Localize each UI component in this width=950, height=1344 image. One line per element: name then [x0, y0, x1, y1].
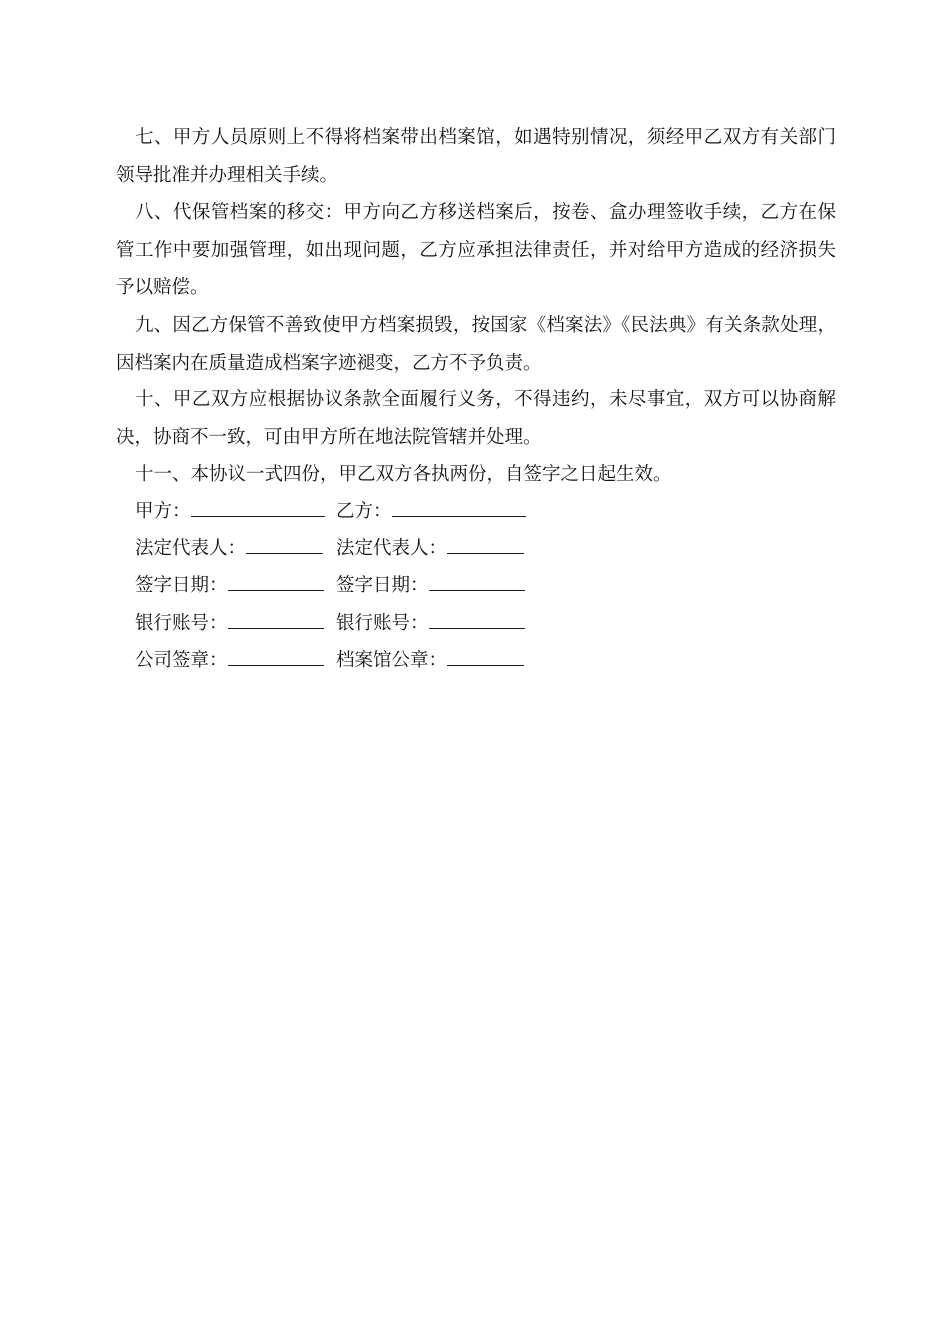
archive-seal-field	[336, 646, 536, 676]
company-seal-label: 公司签章：	[135, 650, 228, 671]
clause-10: 十、甲乙双方应根据协议条款全面履行义务，不得违约，未尽事宜，双方可以协商解决，协商不一致，可由甲方所在地法院管辖并处理。	[116, 389, 836, 448]
company-seal-blank-line	[228, 647, 324, 666]
bank-account-b-blank-line	[429, 610, 525, 629]
archive-seal-label: 档案馆公章：	[336, 650, 448, 671]
party-b-label: 乙方：	[336, 501, 392, 522]
company-seal-field	[135, 646, 327, 676]
clause-8: 八、代保管档案的移交：甲方向乙方移送档案后，按卷、盒办理签收手续，乙方在保管工作中要加强管理，如出现问题，乙方应承担法律责任，并对给甲方造成的经济损失予以赔偿。	[116, 202, 836, 298]
clause-9: 九、因乙方保管不善致使甲方档案损毁，按国家《档案法》《民法典》有关条款处理，因档案内在质量造成档案字迹褪变，乙方不予负责。	[116, 315, 836, 374]
archive-seal-blank-line	[447, 647, 524, 666]
party-a-field	[135, 497, 327, 527]
legal-rep-b-label: 法定代表人：	[336, 538, 448, 559]
sign-date-b-label: 签字日期：	[336, 575, 429, 596]
sign-date-a-field	[135, 571, 327, 601]
sign-date-b-field	[336, 571, 536, 601]
legal-rep-a-label: 法定代表人：	[135, 538, 247, 559]
sign-date-a-label: 签字日期：	[135, 575, 228, 596]
legal-rep-a-field	[135, 534, 327, 564]
clause-11: 十一、本协议一式四份，甲乙双方各执两份，自签字之日起生效。	[135, 464, 672, 485]
bank-account-a-field	[135, 609, 327, 639]
bank-account-a-label: 银行账号：	[135, 613, 228, 634]
party-b-blank-line	[392, 498, 526, 517]
legal-rep-a-blank-line	[246, 535, 323, 554]
party-b-field	[336, 497, 536, 527]
bank-account-b-label: 银行账号：	[336, 613, 429, 634]
bank-account-b-field	[336, 609, 536, 639]
sign-date-b-blank-line	[429, 572, 525, 591]
sign-date-a-blank-line	[228, 572, 324, 591]
legal-rep-b-blank-line	[447, 535, 524, 554]
legal-rep-b-field	[336, 534, 536, 564]
party-a-label: 甲方：	[135, 501, 191, 522]
party-a-blank-line	[191, 498, 325, 517]
bank-account-a-blank-line	[228, 610, 324, 629]
clause-7: 七、甲方人员原则上不得将档案带出档案馆，如遇特别情况，须经甲乙双方有关部门领导批准并办理相关手续。	[116, 127, 836, 186]
